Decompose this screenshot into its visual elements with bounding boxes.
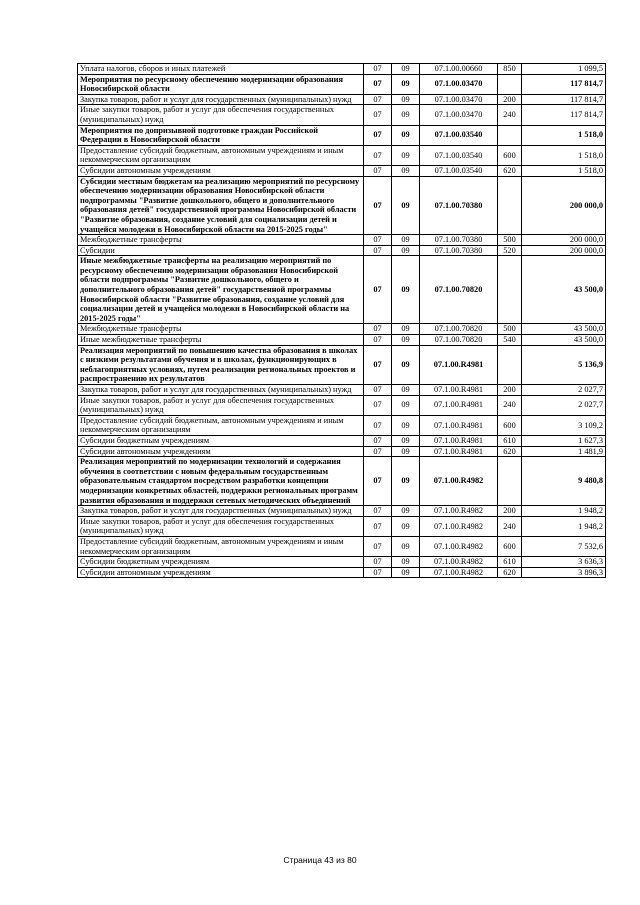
row-amount-cell: 1 481,9 [522,446,606,457]
row-name-cell: Субсидии бюджетным учреждениям [78,435,364,446]
table-row [78,165,606,176]
row-subsection-cell: 09 [392,324,420,335]
row-name-cell: Иные межбюджетные трансферты на реализацию мероприятий по ресурсному обеспечению модернизации образования Новосибирской области подпрограммы "Развитие дошкольного, общего и дополнительного образования детей" государственной программы Новосибирской области "Развитие образования, создание условий для социализации детей и учащейся молодежи в Новосибирской области на 2015-2025 годы" [78,256,364,324]
row-expense-type-cell: 200 [498,94,522,105]
row-expense-type-cell: 200 [498,506,522,517]
row-subsection-cell: 09 [392,74,420,94]
row-amount-cell: 3 109,2 [522,415,606,435]
row-section-cell: 07 [364,125,392,145]
row-expense-type-cell [498,457,522,506]
row-section-cell: 07 [364,395,392,415]
row-name-cell: Закупка товаров, работ и услуг для государственных (муниципальных) нужд [78,94,364,105]
row-target-code-cell: 07.1.00.70820 [420,256,498,324]
row-section-cell: 07 [364,176,392,235]
row-name-cell: Предоставление субсидий бюджетным, автономным учреждениям и иным некоммерческим организациям [78,536,364,556]
table-row [78,235,606,246]
row-section-cell: 07 [364,324,392,335]
row-section-cell: 07 [364,415,392,435]
row-subsection-cell: 09 [392,557,420,568]
row-amount-cell: 117 814,7 [522,105,606,125]
row-target-code-cell: 07.1.00.R4982 [420,536,498,556]
budget-table [77,63,606,578]
row-expense-type-cell: 610 [498,557,522,568]
row-subsection-cell: 09 [392,105,420,125]
row-target-code-cell: 07.1.00.R4982 [420,506,498,517]
row-name-cell: Иные закупки товаров, работ и услуг для обеспечения государственных (муниципальных) нужд [78,395,364,415]
row-expense-type-cell [498,345,522,384]
row-section-cell: 07 [364,256,392,324]
table-row [78,105,606,125]
table-row [78,94,606,105]
row-amount-cell: 3 636,3 [522,557,606,568]
row-subsection-cell: 09 [392,435,420,446]
budget-table-body [78,64,606,578]
row-name-cell: Субсидии автономным учреждениям [78,165,364,176]
row-amount-cell: 3 896,3 [522,567,606,578]
row-subsection-cell: 09 [392,395,420,415]
row-name-cell: Предоставление субсидий бюджетным, автономным учреждениям и иным некоммерческим организациям [78,145,364,165]
row-name-cell: Иные межбюджетные трансферты [78,335,364,346]
row-expense-type-cell: 500 [498,235,522,246]
row-expense-type-cell: 620 [498,446,522,457]
row-subsection-cell: 09 [392,176,420,235]
row-amount-cell: 5 136,9 [522,345,606,384]
row-subsection-cell: 09 [392,125,420,145]
table-row [78,176,606,235]
row-expense-type-cell: 540 [498,335,522,346]
row-expense-type-cell: 620 [498,165,522,176]
row-amount-cell: 1 948,2 [522,506,606,517]
row-expense-type-cell: 610 [498,435,522,446]
table-row [78,557,606,568]
row-name-cell: Реализация мероприятий по модернизации технологий и содержания обучения в соответствии с новым федеральным государственным образовательным стандартом посредством разработки концепции модернизации конкретных областей, поддержки региональных программ развития образования и поддержки сетевых методических объединений [78,457,364,506]
row-section-cell: 07 [364,446,392,457]
row-target-code-cell: 07.1.00.R4982 [420,557,498,568]
row-subsection-cell: 09 [392,145,420,165]
row-expense-type-cell [498,256,522,324]
row-subsection-cell: 09 [392,446,420,457]
row-target-code-cell: 07.1.00.03540 [420,125,498,145]
row-target-code-cell: 07.1.00.R4981 [420,446,498,457]
row-expense-type-cell [498,125,522,145]
row-amount-cell: 1 948,2 [522,516,606,536]
row-section-cell: 07 [364,385,392,396]
row-subsection-cell: 09 [392,567,420,578]
row-subsection-cell: 09 [392,506,420,517]
table-row [78,335,606,346]
table-row [78,345,606,384]
row-amount-cell: 2 027,7 [522,385,606,396]
row-target-code-cell: 07.1.00.R4981 [420,415,498,435]
table-row [78,516,606,536]
row-section-cell: 07 [364,94,392,105]
row-name-cell: Мероприятия по допризывной подготовке граждан Российской Федерации в Новосибирской области [78,125,364,145]
row-section-cell: 07 [364,64,392,75]
row-target-code-cell: 07.1.00.03470 [420,74,498,94]
row-amount-cell: 1 627,3 [522,435,606,446]
row-target-code-cell: 07.1.00.R4982 [420,457,498,506]
row-amount-cell: 1 518,0 [522,145,606,165]
row-amount-cell: 2 027,7 [522,395,606,415]
row-name-cell: Межбюджетные трансферты [78,235,364,246]
row-target-code-cell: 07.1.00.03470 [420,94,498,105]
row-section-cell: 07 [364,165,392,176]
row-amount-cell: 7 532,6 [522,536,606,556]
row-amount-cell: 1 518,0 [522,165,606,176]
row-expense-type-cell: 520 [498,245,522,256]
row-section-cell: 07 [364,145,392,165]
table-row [78,506,606,517]
row-name-cell: Иные закупки товаров, работ и услуг для обеспечения государственных (муниципальных) нужд [78,105,364,125]
row-expense-type-cell: 600 [498,536,522,556]
row-section-cell: 07 [364,235,392,246]
row-target-code-cell: 07.1.00.03540 [420,165,498,176]
row-subsection-cell: 09 [392,345,420,384]
row-name-cell: Субсидии автономным учреждениям [78,446,364,457]
row-section-cell: 07 [364,435,392,446]
table-row [78,245,606,256]
row-subsection-cell: 09 [392,256,420,324]
row-target-code-cell: 07.1.00.70820 [420,324,498,335]
row-amount-cell: 200 000,0 [522,235,606,246]
row-amount-cell: 200 000,0 [522,245,606,256]
row-expense-type-cell: 240 [498,105,522,125]
row-amount-cell: 43 500,0 [522,324,606,335]
row-name-cell: Субсидии [78,245,364,256]
row-subsection-cell: 09 [392,335,420,346]
row-amount-cell: 1 518,0 [522,125,606,145]
row-name-cell: Субсидии автономным учреждениям [78,567,364,578]
row-subsection-cell: 09 [392,235,420,246]
row-subsection-cell: 09 [392,245,420,256]
row-section-cell: 07 [364,74,392,94]
table-row [78,256,606,324]
row-section-cell: 07 [364,516,392,536]
row-subsection-cell: 09 [392,536,420,556]
row-target-code-cell: 07.1.00.R4981 [420,395,498,415]
row-amount-cell: 9 480,8 [522,457,606,506]
row-target-code-cell: 07.1.00.70820 [420,335,498,346]
row-expense-type-cell: 240 [498,395,522,415]
row-section-cell: 07 [364,536,392,556]
table-row [78,457,606,506]
table-row [78,446,606,457]
row-expense-type-cell: 620 [498,567,522,578]
table-row [78,385,606,396]
row-subsection-cell: 09 [392,64,420,75]
row-subsection-cell: 09 [392,516,420,536]
row-expense-type-cell: 600 [498,145,522,165]
row-section-cell: 07 [364,345,392,384]
row-section-cell: 07 [364,457,392,506]
row-amount-cell: 1 099,5 [522,64,606,75]
row-expense-type-cell: 500 [498,324,522,335]
row-target-code-cell: 07.1.00.70380 [420,176,498,235]
row-target-code-cell: 07.1.00.00660 [420,64,498,75]
table-row [78,125,606,145]
row-name-cell: Межбюджетные трансферты [78,324,364,335]
row-amount-cell: 43 500,0 [522,335,606,346]
row-expense-type-cell: 850 [498,64,522,75]
row-target-code-cell: 07.1.00.03470 [420,105,498,125]
row-subsection-cell: 09 [392,165,420,176]
page-number: Страница 43 из 80 [283,855,357,865]
row-name-cell: Уплата налогов, сборов и иных платежей [78,64,364,75]
table-row [78,74,606,94]
row-amount-cell: 200 000,0 [522,176,606,235]
row-expense-type-cell: 600 [498,415,522,435]
row-amount-cell: 117 814,7 [522,74,606,94]
row-section-cell: 07 [364,506,392,517]
row-section-cell: 07 [364,335,392,346]
table-row [78,324,606,335]
row-subsection-cell: 09 [392,415,420,435]
table-row [78,435,606,446]
row-name-cell: Предоставление субсидий бюджетным, автономным учреждениям и иным некоммерческим организациям [78,415,364,435]
row-section-cell: 07 [364,105,392,125]
row-section-cell: 07 [364,557,392,568]
row-target-code-cell: 07.1.00.R4981 [420,345,498,384]
row-section-cell: 07 [364,245,392,256]
row-target-code-cell: 07.1.00.70380 [420,235,498,246]
row-expense-type-cell: 200 [498,385,522,396]
row-name-cell: Закупка товаров, работ и услуг для государственных (муниципальных) нужд [78,385,364,396]
row-target-code-cell: 07.1.00.R4982 [420,516,498,536]
row-name-cell: Мероприятия по ресурсному обеспечению модернизации образования Новосибирской области [78,74,364,94]
row-name-cell: Реализация мероприятий по повышению качества образования в школах с низкими результатами обучения и в школах, функционирующих в неблагоприятных условиях, путем реализации региональных проектов и распространению их результатов [78,345,364,384]
table-row [78,415,606,435]
row-subsection-cell: 09 [392,94,420,105]
table-row [78,395,606,415]
row-target-code-cell: 07.1.00.03540 [420,145,498,165]
row-target-code-cell: 07.1.00.R4981 [420,385,498,396]
row-target-code-cell: 07.1.00.70380 [420,245,498,256]
row-expense-type-cell [498,176,522,235]
row-target-code-cell: 07.1.00.R4982 [420,567,498,578]
row-subsection-cell: 09 [392,457,420,506]
row-name-cell: Иные закупки товаров, работ и услуг для обеспечения государственных (муниципальных) нужд [78,516,364,536]
row-target-code-cell: 07.1.00.R4981 [420,435,498,446]
row-subsection-cell: 09 [392,385,420,396]
row-expense-type-cell [498,74,522,94]
table-row [78,567,606,578]
row-name-cell: Закупка товаров, работ и услуг для государственных (муниципальных) нужд [78,506,364,517]
table-row [78,145,606,165]
row-amount-cell: 43 500,0 [522,256,606,324]
table-row [78,64,606,75]
budget-table-sheet [77,63,605,578]
row-name-cell: Субсидии бюджетным учреждениям [78,557,364,568]
row-section-cell: 07 [364,567,392,578]
row-expense-type-cell: 240 [498,516,522,536]
row-amount-cell: 117 814,7 [522,94,606,105]
row-name-cell: Субсидии местным бюджетам на реализацию мероприятий по ресурсному обеспечению модернизации образования Новосибирской области подпрограммы "Развитие дошкольного, общего и дополнительного образования детей" государственной программы Новосибирской области "Развитие образования, создание условий для социализации детей и учащейся молодежи в Новосибирской области на 2015-2025 годы" [78,176,364,235]
table-row [78,536,606,556]
